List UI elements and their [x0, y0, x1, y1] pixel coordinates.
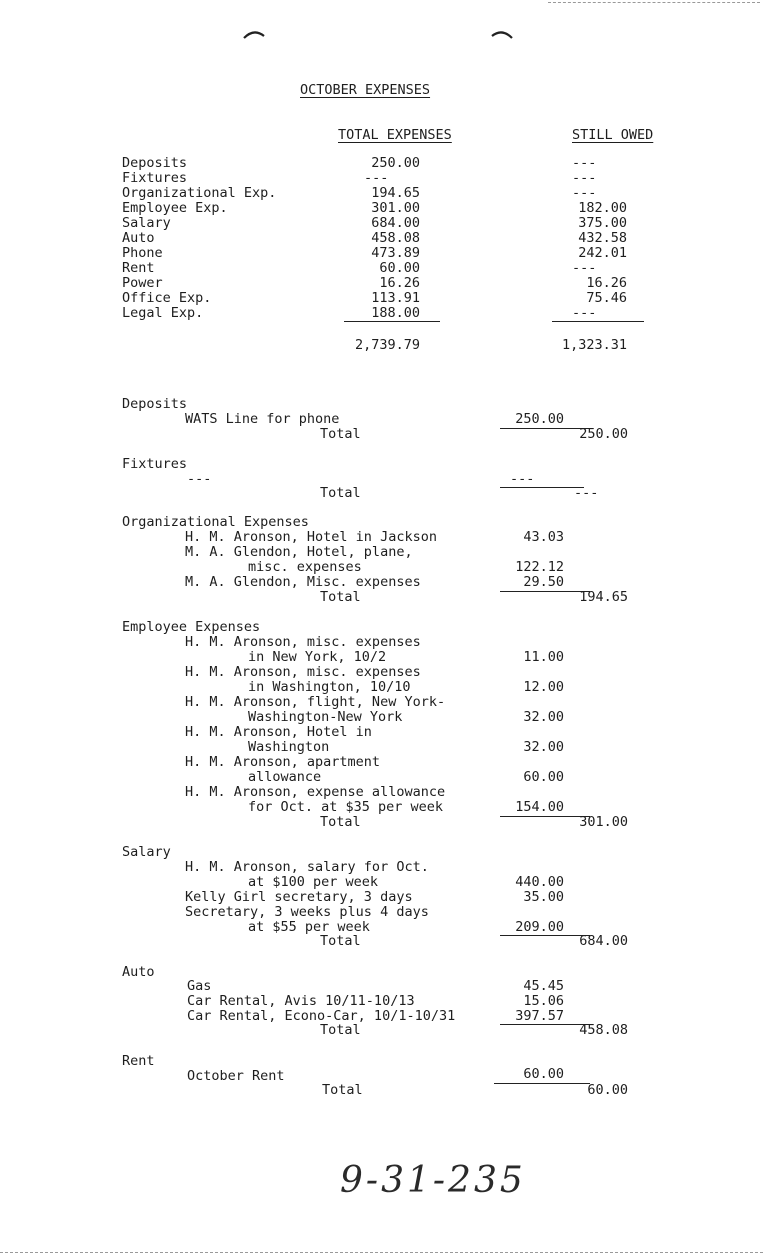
line-item: Car Rental, Avis 10/11-10/13 — [187, 993, 415, 1009]
punch-mark-left — [242, 28, 266, 42]
line-item: H. M. Aronson, Hotel in Jackson — [185, 529, 437, 545]
line-item-cont: Washington — [248, 739, 330, 755]
col-header-total: TOTAL EXPENSES — [338, 127, 452, 143]
summary-owed: --- — [572, 155, 597, 171]
summary-label: Office Exp. — [122, 290, 212, 306]
line-item: H. M. Aronson, expense allowance — [185, 784, 446, 800]
summary-label: Salary — [122, 215, 171, 231]
line-item-amount: 32.00 — [523, 739, 564, 755]
line-item-amount: 11.00 — [523, 649, 564, 665]
total-label: Total — [320, 933, 361, 949]
line-item: H. M. Aronson, misc. expenses — [185, 664, 421, 680]
line-item-amount: 154.00 — [515, 799, 564, 815]
line-item-cont: at $55 per week — [248, 919, 370, 935]
line-item-cont: in Washington, 10/10 — [248, 679, 411, 695]
section-heading-organizational: Organizational Expenses — [122, 514, 309, 530]
page-title: OCTOBER EXPENSES — [300, 82, 431, 98]
line-item: H. M. Aronson, salary for Oct. — [185, 859, 429, 875]
section-heading-salary: Salary — [122, 844, 171, 860]
bottom-edge-mark — [0, 1252, 763, 1253]
section-total: 301.00 — [579, 814, 628, 830]
line-item: WATS Line for phone — [185, 411, 340, 427]
summary-owed: --- — [572, 260, 597, 276]
line-item: H. M. Aronson, misc. expenses — [185, 634, 421, 650]
total-label: Total — [320, 814, 361, 830]
summary-owed: 242.01 — [578, 245, 627, 261]
summary-total: 684.00 — [371, 215, 420, 231]
summary-owed: 75.46 — [586, 290, 627, 306]
summary-label: Legal Exp. — [122, 305, 204, 321]
summary-total: 301.00 — [371, 200, 420, 216]
summary-label: Organizational Exp. — [122, 185, 277, 201]
line-item-amount: 35.00 — [523, 889, 564, 905]
summary-label: Employee Exp. — [122, 200, 228, 216]
summary-grand-owed: 1,323.31 — [561, 337, 627, 353]
section-total: 458.08 — [579, 1022, 628, 1038]
line-item-amount: 43.03 — [523, 529, 564, 545]
summary-total: --- — [364, 170, 389, 186]
summary-label: Fixtures — [122, 170, 188, 186]
handwritten-page-number: 9-31-235 — [340, 1160, 526, 1201]
line-item: October Rent — [187, 1068, 285, 1084]
line-item-amount: 250.00 — [515, 411, 564, 427]
summary-owed: 182.00 — [578, 200, 627, 216]
section-heading-fixtures: Fixtures — [122, 456, 188, 472]
summary-grand-total: 2,739.79 — [354, 337, 420, 353]
col-header-owed: STILL OWED — [572, 127, 654, 143]
punch-mark-right — [490, 28, 514, 42]
line-item-amount: 12.00 — [523, 679, 564, 695]
line-item-amount: 440.00 — [515, 874, 564, 890]
summary-label: Phone — [122, 245, 163, 261]
section-total: 684.00 — [579, 933, 628, 949]
line-item: H. M. Aronson, apartment — [185, 754, 381, 770]
line-item: Secretary, 3 weeks plus 4 days — [185, 904, 429, 920]
line-item: M. A. Glendon, Misc. expenses — [185, 574, 421, 590]
line-item-cont: at $100 per week — [248, 874, 379, 890]
section-total: 250.00 — [579, 426, 628, 442]
summary-total: 60.00 — [379, 260, 420, 276]
summary-total-rule — [344, 321, 440, 322]
line-item: H. M. Aronson, Hotel in — [185, 724, 372, 740]
section-total: 60.00 — [587, 1082, 628, 1098]
section-heading-auto: Auto — [122, 964, 155, 980]
section-heading-deposits: Deposits — [122, 396, 188, 412]
summary-total: 113.91 — [371, 290, 420, 306]
summary-owed: --- — [572, 305, 597, 321]
line-item-cont: allowance — [248, 769, 322, 785]
summary-total: 188.00 — [371, 305, 420, 321]
summary-label: Rent — [122, 260, 155, 276]
total-label: Total — [322, 1082, 363, 1098]
summary-owed: 375.00 — [578, 215, 627, 231]
total-label: Total — [320, 589, 361, 605]
total-label: Total — [320, 485, 361, 501]
summary-total: 194.65 — [371, 185, 420, 201]
line-item-cont: misc. expenses — [248, 559, 362, 575]
line-item: Kelly Girl secretary, 3 days — [185, 889, 413, 905]
line-item-amount: --- — [510, 471, 535, 487]
line-item: --- — [187, 471, 212, 487]
summary-total: 250.00 — [371, 155, 420, 171]
summary-label: Deposits — [122, 155, 188, 171]
total-label: Total — [320, 1022, 361, 1038]
section-heading-rent: Rent — [122, 1053, 155, 1069]
summary-owed: --- — [572, 170, 597, 186]
summary-total: 458.08 — [371, 230, 420, 246]
section-total: --- — [574, 485, 599, 501]
line-item-amount: 60.00 — [523, 1066, 564, 1082]
line-item: Car Rental, Econo-Car, 10/1-10/31 — [187, 1008, 456, 1024]
top-edge-mark — [548, 2, 760, 3]
line-item-cont: Washington-New York — [248, 709, 403, 725]
summary-owed: --- — [572, 185, 597, 201]
summary-owed-rule — [552, 321, 644, 322]
summary-label: Power — [122, 275, 163, 291]
section-total: 194.65 — [579, 589, 628, 605]
line-item: M. A. Glendon, Hotel, plane, — [185, 544, 413, 560]
line-item-cont: for Oct. at $35 per week — [248, 799, 444, 815]
line-item: Gas — [187, 978, 212, 994]
line-item-amount: 60.00 — [523, 769, 564, 785]
line-item-amount: 209.00 — [515, 919, 564, 935]
summary-total: 473.89 — [371, 245, 420, 261]
summary-owed: 432.58 — [578, 230, 627, 246]
line-item-cont: in New York, 10/2 — [248, 649, 387, 665]
line-item-amount: 397.57 — [515, 1008, 564, 1024]
line-item: H. M. Aronson, flight, New York- — [185, 694, 446, 710]
summary-label: Auto — [122, 230, 155, 246]
total-label: Total — [320, 426, 361, 442]
summary-total: 16.26 — [379, 275, 420, 291]
section-heading-employee: Employee Expenses — [122, 619, 261, 635]
line-item-amount: 45.45 — [523, 978, 564, 994]
summary-owed: 16.26 — [586, 275, 627, 291]
line-item-amount: 29.50 — [523, 574, 564, 590]
line-item-amount: 122.12 — [515, 559, 564, 575]
subtotal-rule — [500, 487, 584, 488]
line-item-amount: 15.06 — [523, 993, 564, 1009]
line-item-amount: 32.00 — [523, 709, 564, 725]
